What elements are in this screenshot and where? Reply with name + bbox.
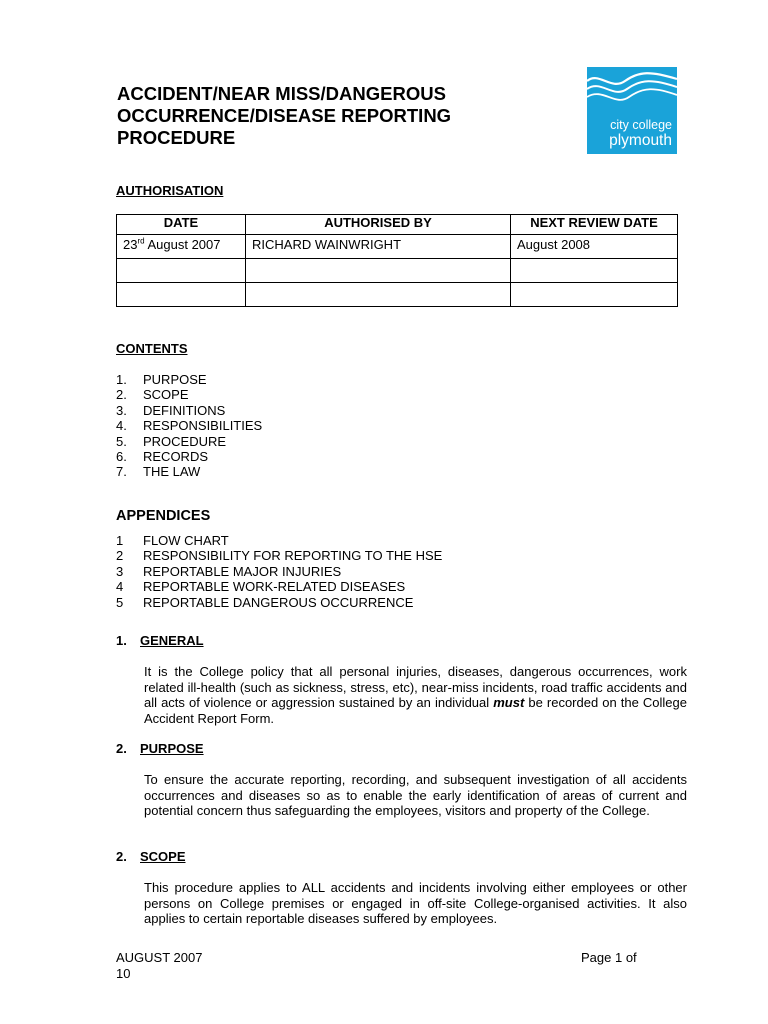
contents-list xyxy=(116,372,262,480)
section-purpose-text: To ensure the accurate reporting, recording, and subsequent investigation of all accidents occurrences and diseases so as to enable the early identification of areas of current and potential concern thus safeguarding the employees, visitors and property of the College. xyxy=(144,772,687,818)
list-item: 1 FLOW CHART xyxy=(116,533,229,548)
footer-left xyxy=(116,950,202,981)
title-line-1: ACCIDENT/NEAR MISS/DANGEROUS xyxy=(117,83,446,104)
authorisation-table xyxy=(116,214,678,307)
logo-line-2: plymouth xyxy=(609,132,672,149)
column-header-authorised-by: AUTHORISED BY xyxy=(246,215,511,235)
empty-cell xyxy=(117,283,246,307)
contents-heading: CONTENTS xyxy=(116,341,188,356)
city-college-plymouth-logo xyxy=(587,67,677,154)
empty-cell xyxy=(246,283,511,307)
section-general-heading: 1. GENERAL xyxy=(116,633,204,648)
footer-page-total: 10 xyxy=(116,965,131,981)
empty-cell xyxy=(246,259,511,283)
list-item: 1. PURPOSE xyxy=(116,372,207,387)
document-title xyxy=(117,83,517,149)
appendices-heading: APPENDICES xyxy=(116,508,211,524)
list-item: 6. RECORDS xyxy=(116,448,209,464)
list-item: 5 REPORTABLE DANGEROUS OCCURRENCE xyxy=(116,594,414,610)
empty-cell xyxy=(511,283,678,307)
section-general-text: It is the College policy that all personal injuries, diseases, dangerous occurrences, work related ill-health (such as sickness, stress, etc), near-miss incidents, road traffic accidents and all acts of violence or aggression sustained by an individual must be recorded on the College Accident Report Form. xyxy=(144,664,688,726)
appendices-list xyxy=(116,533,442,610)
title-line-2: OCCURRENCE/DISEASE REPORTING xyxy=(117,105,452,126)
cell-authorised-by: RICHARD WAINWRIGHT xyxy=(246,235,511,259)
empty-cell xyxy=(117,259,246,283)
list-item: 4. RESPONSIBILITIES xyxy=(116,418,263,434)
list-item: 3 REPORTABLE MAJOR INJURIES xyxy=(116,563,342,579)
section-scope-heading: 2. SCOPE xyxy=(116,849,186,864)
table-row xyxy=(117,235,678,259)
table-row xyxy=(117,259,678,283)
list-item: 2. SCOPE xyxy=(116,387,189,403)
table-header-row xyxy=(117,215,678,235)
section-scope-text: This procedure applies to ALL accidents and incidents involving either employees or other persons on College premises or engaged in off-site College-organised activities. It also applies to certain reportable diseases suffered by employees. xyxy=(144,880,687,926)
footer-page-number: Page 1 of xyxy=(581,950,637,965)
authorisation-heading: AUTHORISATION xyxy=(116,183,224,198)
cell-next-review: August 2008 xyxy=(511,235,678,259)
title-line-3: PROCEDURE xyxy=(117,127,236,148)
list-item: 3. DEFINITIONS xyxy=(116,402,226,418)
list-item: 4 REPORTABLE WORK-RELATED DISEASES xyxy=(116,579,406,595)
list-item: 2 RESPONSIBILITY FOR REPORTING TO THE HSE xyxy=(116,548,443,564)
logo-line-1: city college xyxy=(610,118,672,132)
column-header-date: DATE xyxy=(117,215,246,235)
list-item: 7. THE LAW xyxy=(116,464,201,480)
list-item: 5. PROCEDURE xyxy=(116,433,227,449)
empty-cell xyxy=(511,259,678,283)
section-purpose-heading: 2. PURPOSE xyxy=(116,741,204,756)
column-header-next-review: NEXT REVIEW DATE xyxy=(511,215,678,235)
footer-date: AUGUST 2007 xyxy=(116,950,203,965)
cell-date: 23rd August 2007 xyxy=(117,235,246,259)
table-row xyxy=(117,283,678,307)
